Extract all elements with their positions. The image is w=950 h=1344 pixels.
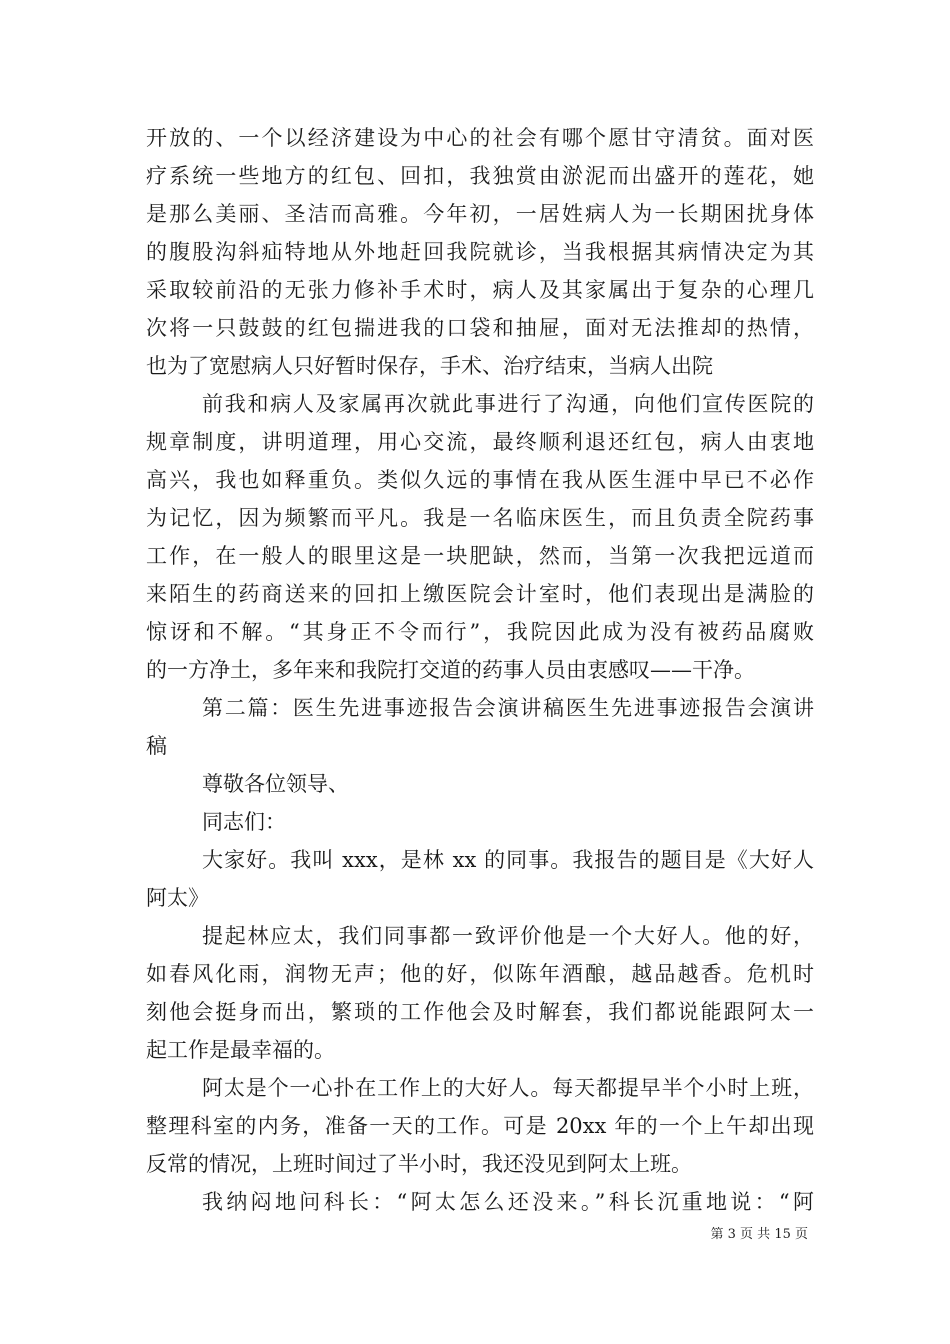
text-line: 高兴，我也如释重负。类似久远的事情在我从医生涯中早已不必作 — [146, 468, 814, 492]
text-line: 阿太》 — [146, 886, 209, 910]
text-line: 疗系统一些地方的红包、回扣，我独赏由淤泥而出盛开的莲花，她 — [146, 164, 814, 188]
text-line: 惊讶和不解。“其身正不令而行”，我院因此成为没有被药品腐败 — [146, 620, 814, 644]
text-line: 我纳闷地问科长：“阿太怎么还没来。”科长沉重地说：“阿 — [202, 1190, 814, 1214]
document-body — [146, 119, 814, 1221]
text-line: 工作，在一般人的眼里这是一块肥缺，然而，当第一次我把远道而 — [146, 544, 814, 568]
text-line: 的腹股沟斜疝特地从外地赶回我院就诊，当我根据其病情决定为其 — [146, 240, 814, 264]
text-line: 是那么美丽、圣洁而高雅。今年初，一居姓病人为一长期困扰身体 — [146, 202, 814, 226]
text-line: 为记忆，因为频繁而平凡。我是一名临床医生，而且负责全院药事 — [146, 506, 814, 530]
section-heading: 第二篇：医生先进事迹报告会演讲稿医生先进事迹报告会演讲 — [202, 696, 814, 720]
salutation-line: 尊敬各位领导、 — [202, 772, 349, 796]
text-line: 来陌生的药商送来的回扣上缴医院会计室时，他们表现出是满脸的 — [146, 582, 814, 606]
text-line: 起工作是最幸福的。 — [146, 1038, 335, 1062]
text-line: 的一方净土，多年来和我院打交道的药事人员由衷感叹——干净。 — [146, 658, 755, 682]
text-line: 刻他会挺身而出，繁琐的工作他会及时解套，我们都说能跟阿太一 — [146, 1000, 814, 1024]
text-line: 提起林应太，我们同事都一致评价他是一个大好人。他的好， — [202, 924, 814, 948]
text-line: 次将一只鼓鼓的红包揣进我的口袋和抽屉，面对无法推却的热情， — [146, 316, 814, 340]
page-number: 第 3 页 共 15 页 — [710, 1227, 808, 1242]
text-line: 阿太是个一心扑在工作上的大好人。每天都提早半个小时上班， — [202, 1076, 814, 1100]
text-line: 大家好。我叫 xxx，是林 xx 的同事。我报告的题目是《大好人 — [202, 848, 814, 872]
text-line: 整理科室的内务，准备一天的工作。可是 20xx 年的一个上午却出现 — [146, 1114, 814, 1138]
salutation-line: 同志们： — [202, 810, 286, 834]
text-line: 也为了宽慰病人只好暂时保存，手术、治疗结束，当病人出院 — [146, 354, 713, 378]
text-line: 规章制度，讲明道理，用心交流，最终顺利退还红包，病人由衷地 — [146, 430, 814, 454]
text-line: 开放的、一个以经济建设为中心的社会有哪个愿甘守清贫。面对医 — [146, 126, 814, 150]
text-line: 反常的情况，上班时间过了半小时，我还没见到阿太上班。 — [146, 1152, 692, 1176]
text-line: 前我和病人及家属再次就此事进行了沟通，向他们宣传医院的 — [202, 392, 814, 416]
text-line: 采取较前沿的无张力修补手术时，病人及其家属出于复杂的心理几 — [146, 278, 814, 302]
section-heading-cont: 稿 — [146, 734, 167, 758]
text-line: 如春风化雨，润物无声；他的好，似陈年酒酿，越品越香。危机时 — [146, 962, 814, 986]
